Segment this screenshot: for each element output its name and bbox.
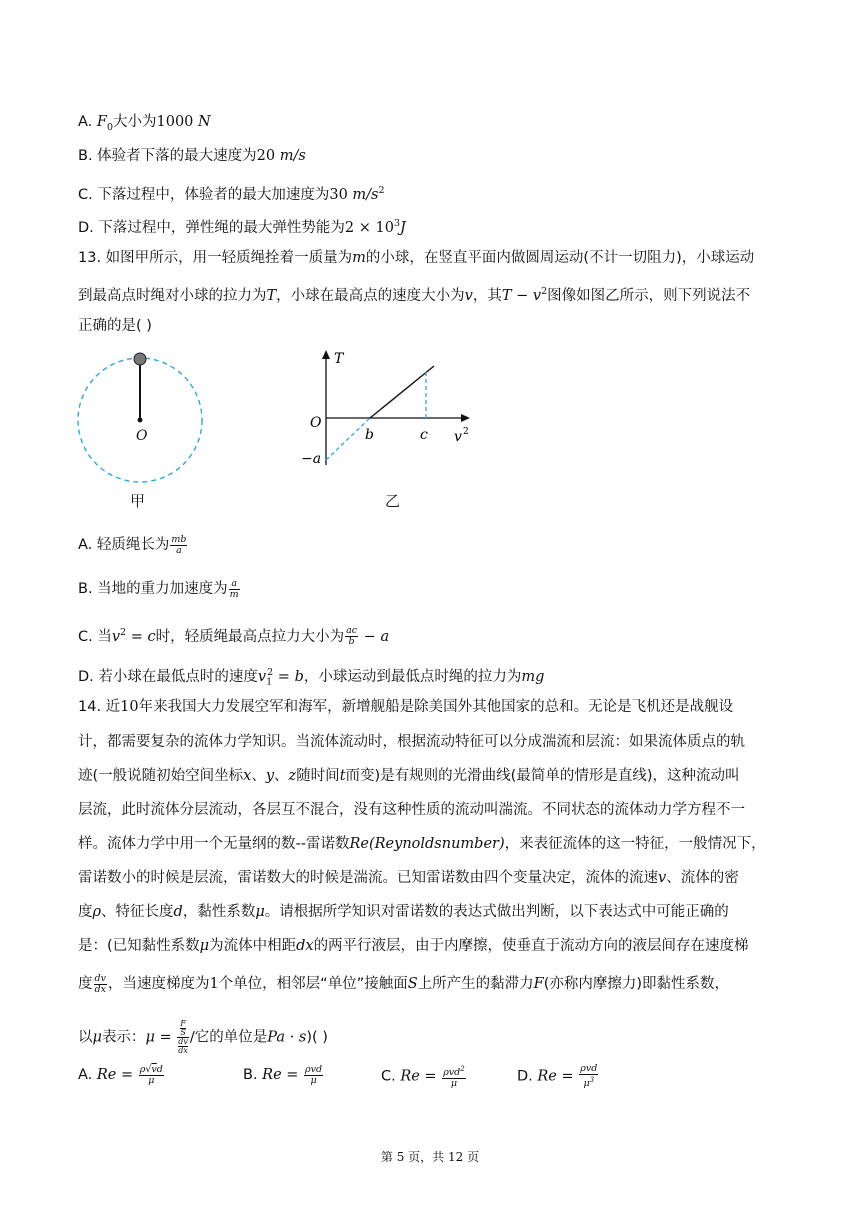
q14-line4: 层流，此时流体分层流动，各层互不混合，没有这种性质的流动叫湍流。不同状态的流体动力学方程不一 [78, 802, 745, 818]
svg-text:2: 2 [463, 427, 469, 437]
q14-line6: 雷诺数小的时候是层流，雷诺数大的时候是湍流。已知雷诺数由四个变量决定，流体的流速v、流体的密 [78, 870, 739, 886]
q14-line8: 是：(已知黏性系数μ为流体中相距dx的两平行液层，由于内摩擦，使垂直于流动方向的液层间存在速度梯 [78, 938, 749, 954]
q13-stem-line1: 13. 如图甲所示，用一轻质绳拴着一质量为m的小球，在竖直平面内做圆周运动(不计一切阻力)，小球运动 [78, 250, 755, 266]
q13-option-c: C. 当$v^2 = c$时，轻质绳最高点拉力大小为 $\frac{ac}{b}$ − a [78, 625, 390, 648]
q14-line7: 度ρ、特征长度d，黏性系数μ。请根据所学知识对雷诺数的表达式做出判断，以下表达式中可能正确的 [78, 904, 729, 920]
page-footer: 第 5 页，共 12 页 [380, 1150, 480, 1164]
q12-option-d: D. 下落过程中，弹性绳的最大弹性势能为$2 \times 10^3J$ [78, 218, 406, 236]
svg-text:O: O [310, 415, 322, 431]
q14-line1: 14. 近10年来我国大力发展空军和海军，新增舰船是除美国外其他国家的总和。无论是飞机还是战舰设 [78, 699, 734, 715]
ball [134, 353, 146, 365]
svg-text:T: T [334, 351, 344, 367]
q14-option-d: D. Re = $\frac{\text{ρvd}}{\mu^3}$ [517, 1063, 598, 1090]
q12-option-b: B. 体验者下落的最大速度为20 m/s [78, 148, 306, 164]
q13-option-b: B. 当地的重力加速度为 $\frac{a}{m}$ [78, 577, 239, 600]
figure-jia-label: 甲 [130, 492, 146, 510]
q14-line5: 样。流体力学中用一个无量纲的数--雷诺数Re(Reynoldsnumber)，来表征流体的这一特征，一般情况下， [78, 836, 766, 852]
q12-option-a: A. $F_0$大小为1000 N [78, 114, 211, 133]
svg-text:b: b [365, 427, 374, 443]
svg-text:c: c [420, 427, 428, 443]
q13-option-d: D. 若小球在最低点时的速度$v_1^2 = b$，小球运动到最低点时绳的拉力为mg [78, 667, 545, 688]
svg-text:−a: −a [301, 451, 322, 467]
svg-text:v: v [454, 429, 462, 445]
q14-option-a: A. Re = $\frac{\rho√vd}{\mu}$ [78, 1063, 163, 1086]
q14-line3: 迹(一般说随初始空间坐标x、y、z随时间t而变)是有规则的光滑曲线(最简单的情形是直线)，这种流动叫 [78, 768, 740, 784]
q14-line2: 计，都需要复杂的流体力学知识。当流体流动时，根据流动特征可以分成湍流和层流：如果流体质点的轨 [78, 734, 745, 750]
q13-stem-line3: 正确的是( ) [78, 318, 152, 334]
svg-text:O: O [136, 428, 148, 444]
figure-yi [295, 345, 480, 475]
figure-jia [70, 345, 230, 520]
q12-option-c: C. 下落过程中，体验者的最大加速度为30 $m/s^2$ [78, 185, 385, 203]
q14-line10: 以μ表示：μ = $\frac{\frac{F}{S}}{\frac{dv}{dx}}$ /它的单位是Pa · s)( ) [78, 1019, 328, 1055]
extension-dashed [326, 418, 370, 460]
graph-line [370, 366, 434, 418]
q13-stem-line2: 到最高点时绳对小球的拉力为T，小球在最高点的速度大小为v，其$T - v^2$图像如图乙所示，则下列说法不 [78, 286, 751, 304]
q14-option-b: B. Re = $\frac{\text{ρvd}}{\mu}$ [243, 1063, 323, 1086]
q13-option-a: A. 轻质绳长为 $\frac{mb}{a}$ [78, 533, 187, 556]
figure-yi-label: 乙 [385, 492, 401, 510]
center-point [138, 418, 143, 423]
q14-line9: 度 $\frac{dv}{dx}$ ，当速度梯度为1个单位，相邻层“单位”接触面S上所产生的黏滞力F(亦称内摩擦力)即黏性系数， [78, 972, 730, 995]
q14-option-c: C. Re = $\frac{\rho vd^2}{\mu}$ [381, 1065, 465, 1090]
